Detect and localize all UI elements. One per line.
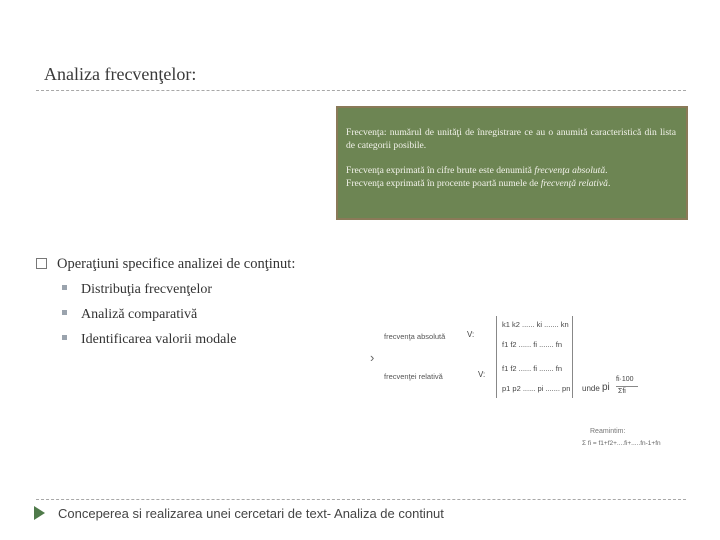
fraction-line	[616, 386, 638, 387]
square-bullet-icon	[62, 285, 67, 290]
pi-symbol: pi	[602, 382, 610, 393]
sub-bullet-text: Distribuţia frecvenţelor	[81, 282, 213, 297]
v-symbol: V:	[478, 370, 486, 379]
k-row: k1 k2 ...... ki ....... kn	[502, 320, 569, 329]
slide-footer: Conceperea si realizarea unei cercetari de text- Analiza de continut	[58, 506, 444, 521]
slide-title: Analiza frecvenţelor:	[44, 64, 197, 84]
matrix-right-bar	[572, 316, 573, 358]
sub-bullet	[62, 307, 197, 323]
unde-text: unde	[582, 384, 600, 393]
absolute-relative-paragraph	[346, 164, 676, 190]
abs-suffix: .	[605, 165, 608, 176]
absolute-frequency-label: frecvenţa absolută	[384, 332, 446, 341]
matrix-right-bar	[572, 358, 573, 398]
triangle-bullet-icon	[34, 506, 45, 520]
matrix-left-bar	[496, 316, 497, 358]
f-row: f1 f2 ...... fi ....... fn	[502, 340, 563, 349]
rel-term: frecvenţă relativă	[540, 178, 608, 189]
main-bullet-text: Operaţiuni specifice analizei de conţinut:	[57, 256, 296, 272]
square-bullet-icon	[62, 310, 67, 315]
main-bullet	[36, 256, 295, 273]
pi-numerator: fi·100	[616, 376, 634, 383]
checkbox-bullet-icon	[36, 258, 47, 269]
relative-frequency-label: frecvenţei relativă	[384, 372, 443, 381]
matrix-left-bar	[496, 358, 497, 398]
remember-label: Reamintim:	[590, 428, 626, 435]
rel-prefix: Frecvenţa exprimată în procente poartă numele de	[346, 178, 541, 189]
remember-formula: Σ fi = f1+f2+....fi+.....fn-1+fn	[582, 440, 661, 447]
p-row: p1 p2 ...... pi ....... pn	[502, 384, 571, 393]
sub-bullet	[62, 282, 212, 298]
bottom-divider	[36, 499, 686, 500]
definition-paragraph: Frecvenţa: numărul de unităţi de înregistrare ce au o anumită caracteristică din lista de categorii posibile.	[346, 127, 676, 151]
sub-bullet-text: Analiză comparativă	[81, 307, 198, 322]
bracket-mark: ›	[370, 350, 375, 365]
f-row: f1 f2 ...... fi ....... fn	[502, 364, 563, 373]
square-bullet-icon	[62, 335, 67, 340]
sub-bullet	[62, 332, 236, 348]
rel-suffix: .	[607, 178, 611, 189]
top-divider	[36, 90, 686, 91]
frequency-formula-image	[370, 306, 690, 456]
v-symbol: V:	[467, 330, 475, 339]
definition-box	[336, 106, 688, 220]
pi-denominator: Σfi	[618, 388, 626, 395]
sub-bullet-text: Identificarea valorii modale	[81, 332, 237, 347]
abs-term: frecvenţa absolută	[534, 165, 606, 176]
abs-prefix: Frecvenţa exprimată în cifre brute este denumită	[346, 165, 535, 176]
